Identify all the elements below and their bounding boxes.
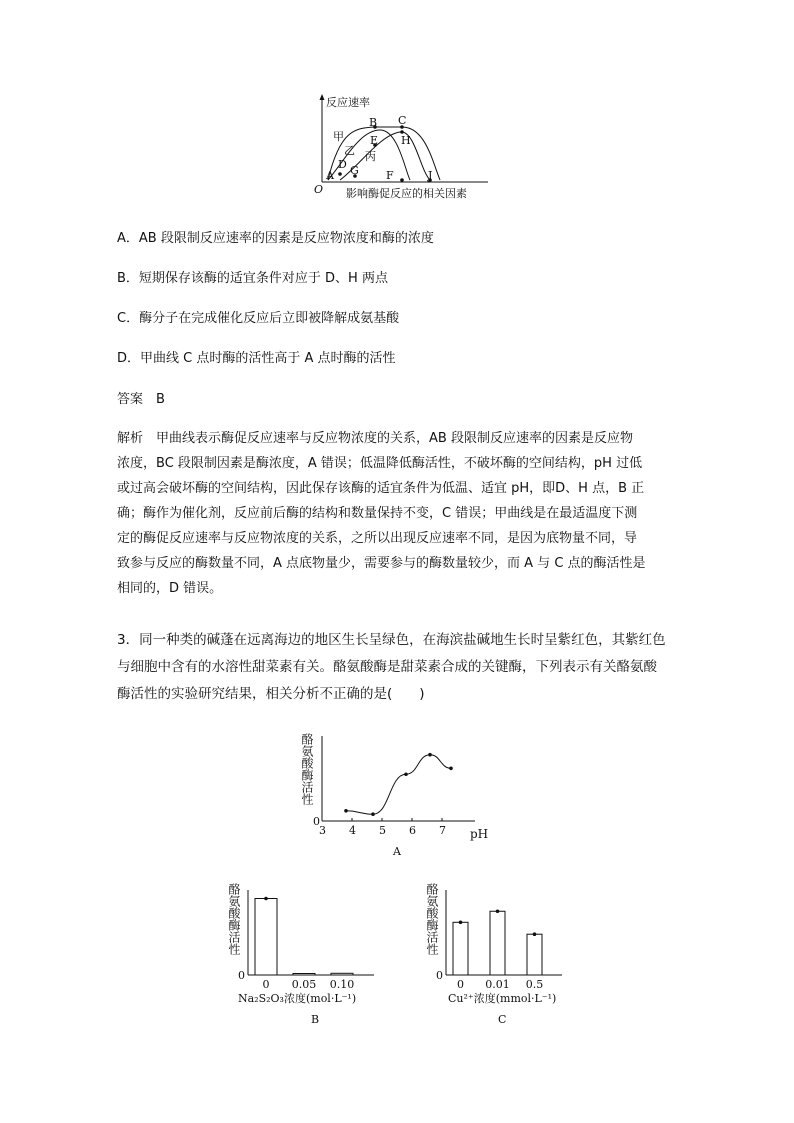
chart-a-x-tick-label: 4 — [349, 824, 356, 837]
analysis-line: 浓度，BC 段限制因素是酶浓度，A 错误；低温降低酶活性，不破坏酶的空间结构，pH 过低 — [117, 456, 643, 471]
chart-a-point — [428, 753, 432, 757]
chart-a-x-tick-label: 5 — [379, 824, 386, 837]
chart-a-x-tick-label: 7 — [439, 824, 446, 837]
question-line: 酶活性的实验研究结果，相关分析不正确的是( ) — [117, 686, 425, 702]
figure-reaction-rate — [300, 90, 500, 205]
y-axis-label: 反应速率 — [326, 96, 370, 109]
chart-a-series-line — [346, 755, 451, 815]
option-b: B．短期保存该酶的适宜条件对应于 D、H 两点 — [117, 271, 388, 286]
chart-a-xlabel: pH — [470, 827, 489, 841]
chart-b-x-tick-label: 0 — [262, 978, 270, 991]
y-axis-arrow — [320, 94, 325, 100]
question-3 — [117, 627, 677, 708]
analysis-line: 确；酶作为催化剂，反应前后酶的结构和数量保持不变，C 错误；甲曲线是在最适温度下测 — [117, 506, 638, 521]
point-label-f: F — [386, 169, 394, 182]
chart-c-x-tick-label: 0 — [457, 978, 464, 991]
chart-b-panel: B — [311, 1013, 320, 1025]
chart-b-y-tick: 0 — [238, 969, 245, 982]
chart-a-ph — [295, 728, 505, 858]
chart-a-point — [371, 812, 375, 816]
analysis — [117, 426, 677, 601]
chart-a-panel: A — [393, 845, 401, 858]
curve-label-bing: 丙 — [365, 150, 376, 163]
chart-a-point — [449, 767, 453, 771]
curve-label-jia: 甲 — [333, 130, 344, 143]
point-label-h: H — [401, 134, 411, 147]
chart-b-bar — [255, 899, 277, 976]
chart-c-x-tick-label: 0.01 — [485, 978, 510, 991]
answer — [117, 388, 165, 407]
chart-b-bar — [293, 974, 315, 976]
point-label-d: D — [338, 158, 347, 171]
option-a: A．AB 段限制反应速率的因素是反应物浓度和酶的浓度 — [117, 231, 434, 246]
point-label-g: G — [350, 164, 359, 177]
chart-c-bar-point — [459, 921, 463, 925]
chart-a-ylabel: 酪氨酸酶活性 — [300, 733, 314, 805]
analysis-line: 解析 甲曲线表示酶促反应速率与反应物浓度的关系，AB 段限制反应速率的因素是反应物 — [117, 431, 633, 446]
chart-b-na2s2o3 — [224, 875, 404, 1025]
curve-label-yi: 乙 — [344, 144, 355, 157]
chart-a-x-tick-label: 3 — [319, 824, 326, 837]
chart-c-cu — [422, 875, 592, 1025]
chart-b-x-tick-label: 0.05 — [291, 978, 317, 991]
answer-label: 答案 — [117, 392, 144, 407]
chart-a-point — [344, 809, 348, 813]
chart-b-x-tick-label: 0.10 — [329, 978, 355, 991]
question-line: 与细胞中含有的水溶性甜菜素有关。酪氨酸酶是甜菜素合成的关键酶，下列表示有关酪氨酸 — [117, 659, 657, 675]
origin-label: O — [314, 183, 324, 196]
chart-c-x-tick-label: 0.5 — [525, 978, 544, 991]
question-line: 3．同一种类的碱蓬在远离海边的地区生长呈绿色，在海滨盐碱地生长时呈紫红色，其紫红色 — [117, 632, 666, 648]
analysis-line: 定的酶促反应速率与反应物浓度的关系，之所以出现反应速率不同，是因为底物量不同，导 — [117, 531, 638, 546]
chart-c-bar — [453, 922, 468, 975]
answer-value: B — [156, 392, 165, 407]
point-label-c: C — [398, 114, 407, 127]
analysis-line: 相同的，D 错误。 — [117, 581, 223, 596]
point-label-a: A — [326, 169, 334, 182]
chart-c-bar — [527, 934, 542, 975]
chart-c-ylabel: 酪氨酸酶活性 — [425, 883, 439, 955]
option-c: C．酶分子在完成催化反应后立即被降解成氨基酸 — [117, 311, 400, 326]
analysis-line: 或过高会破坏酶的空间结构，因此保存该酶的适宜条件为低温、适宜 pH，即D、H 点，B 正 — [117, 481, 645, 496]
chart-b-ylabel: 酪氨酸酶活性 — [227, 883, 241, 955]
chart-c-xlabel: Cu²⁺浓度(mmol·L⁻¹) — [448, 992, 557, 1005]
chart-c-bar — [490, 911, 505, 975]
option-d: D．甲曲线 C 点时酶的活性高于 A 点时酶的活性 — [117, 351, 396, 366]
chart-a-point — [404, 772, 408, 776]
chart-b-bar-point — [264, 897, 268, 901]
chart-c-bar-point — [496, 909, 500, 913]
chart-c-panel: C — [498, 1013, 507, 1025]
chart-c-bar-point — [533, 932, 537, 936]
analysis-line: 致参与反应的酶数量不同，A 点底物量少，需要参与的酶数量较少，而 A 与 C 点的酶活性是 — [117, 556, 646, 571]
chart-a-y-tick: 0 — [313, 815, 320, 828]
analysis-label: 解析 — [117, 431, 144, 446]
chart-c-y-tick: 0 — [436, 969, 443, 982]
chart-b-xlabel: Na₂S₂O₃浓度(mol·L⁻¹) — [238, 992, 357, 1005]
point-label-b: B — [369, 116, 378, 129]
x-axis-label: 影响酶促反应的相关因素 — [346, 187, 467, 200]
point-label-e: E — [370, 134, 379, 147]
point-label-j: J — [428, 169, 433, 182]
chart-b-bar — [331, 973, 353, 975]
chart-a-x-tick-label: 6 — [409, 824, 416, 837]
